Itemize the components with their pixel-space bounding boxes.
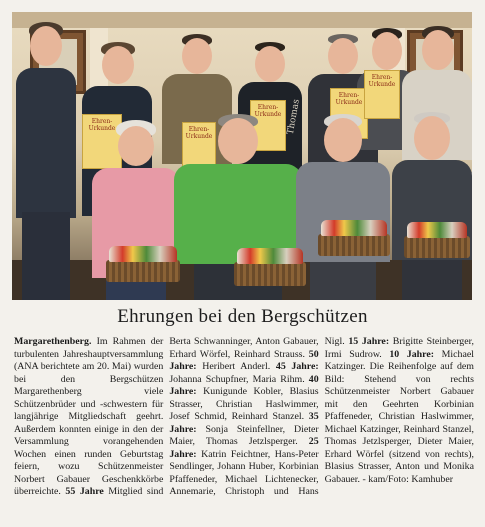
certificate: Ehren-Urkunde: [82, 114, 122, 169]
honor-names: Michael Katzinger.: [324, 348, 474, 372]
honor-label: 40 Jahre:: [169, 373, 319, 397]
honor-label: 15 Jahre:: [348, 336, 390, 347]
certificate: Ehren-Urkunde: [330, 88, 368, 139]
honor-label: 25 Jahre:: [169, 436, 319, 460]
photo-caption: Die Reihenfolge auf dem Bild: Stehend von rechts Schützenmeister Norbert Gabauer mit den Geehrten Korbinian Pfaffeneder, Christian Haslwimmer, Michael Katzinger, Reinhard Stanzel, Thomas Jetzlsperger, Dieter Maier, Erhard Wörfel (sitzend von rechts), Blasius Strasser, Anton und Monika Gabauer.: [324, 361, 474, 485]
gift-basket: [234, 262, 306, 286]
photo-credit: - kam/Foto: Kamhuber: [362, 473, 454, 485]
dateline: Margarethenberg.: [14, 336, 92, 347]
article-body: [14, 336, 474, 516]
honor-names: Kunigunde Kobler, Blasius Strasser, Christian Haslwimmer, Josef Schmid, Reinhard Stanzel.: [169, 386, 319, 422]
honor-names: Brigitte Steinberger, Irmi Sudrow.: [324, 336, 474, 360]
shirt-print: Thomas: [285, 98, 302, 136]
honor-names: Sonja Steinfellner, Dieter Maier, Thomas Jetzlsperger.: [169, 423, 319, 447]
certificate: Ehren-Urkunde: [182, 122, 216, 171]
honor-names: Johanna Schupfner, Maria Rihm.: [169, 373, 305, 385]
person-seated-4: [392, 112, 472, 300]
person-seated-3: [296, 114, 390, 300]
article-headline: Ehrungen bei den Bergschützen: [117, 306, 368, 327]
honor-names: Heribert Anderl.: [202, 361, 271, 372]
honor-names: Katrin Feichtner, Hans-Peter Sendlinger, Johann Huber, Korbinian Pfaffeneder, Michael Lichtenecker, Annemarie, Christoph und Hans Nigl.: [169, 336, 345, 497]
gift-basket: [318, 234, 390, 256]
gift-basket: [404, 236, 470, 258]
honor-label: 55 Jahre: [65, 486, 104, 497]
gift-basket: [106, 260, 180, 282]
certificate: Ehren-Urkunde: [250, 100, 286, 151]
honor-label: 45 Jahre:: [275, 361, 319, 372]
honor-names: Mitglied sind Berta Schwanninger, Anton Gabauer, Erhard Wörfel, Reinhard Strauss.: [108, 336, 319, 497]
honor-label: 50 Jahre:: [169, 348, 319, 372]
honor-label: 35 Jahre:: [169, 411, 319, 435]
intro-text: Im Rahmen der turbulenten Jahreshauptversammlung (ANA berichtete am 20. Mai) wurden bei den Bergschützen Margarethenberg viele Schützenbrüder und -schwestern für langjährige Mitgliedschaft geehrt. Außerdem konnten einige in den der Versammlung vorangehenden Wochen einen runden Geburtstag feiern, wozu Schützenmeister Norbert Gabauer Geschenkkörbe überreichte.: [14, 336, 164, 497]
person-standing-1: [16, 22, 76, 300]
group-photo: [12, 12, 472, 300]
certificate: Ehren-Urkunde: [364, 70, 400, 119]
honor-label: 10 Jahre:: [389, 348, 435, 360]
article-text: [14, 336, 474, 499]
